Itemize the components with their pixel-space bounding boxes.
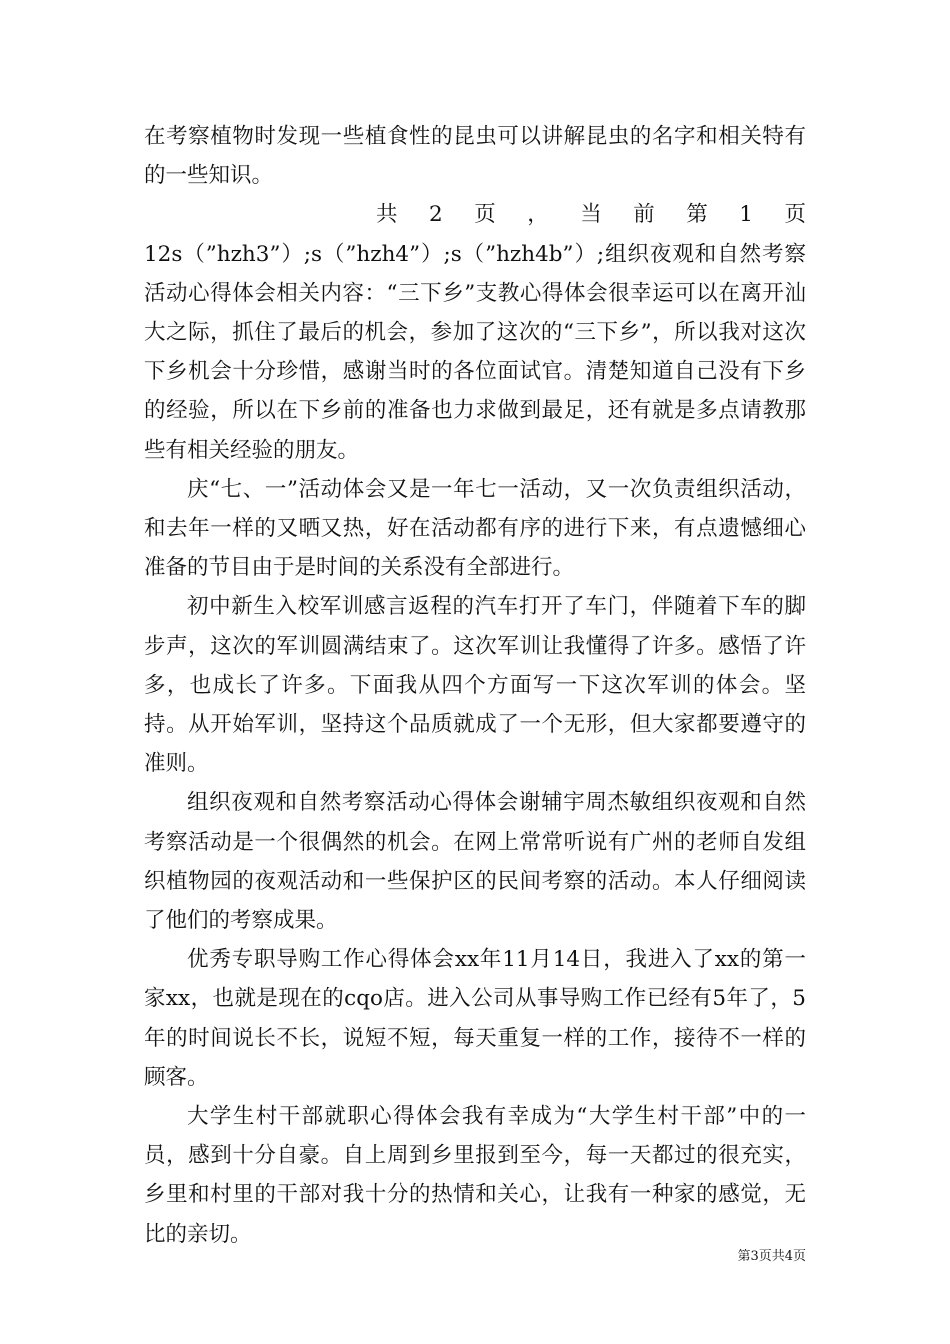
pager-token: 前 [633, 202, 655, 228]
pager-token: 1 [739, 202, 753, 228]
pager-token: 2 [429, 202, 443, 228]
pager-token: 第 [686, 202, 708, 228]
document-body [144, 117, 806, 1254]
pager-token: 共 [376, 202, 398, 228]
paragraph-1: 在考察植物时发现一些植食性的昆虫可以讲解昆虫的名字和相关特有的一些知识。 [144, 124, 806, 189]
pager-token: 当 [580, 202, 602, 228]
paragraph-7: 大学生村干部就职心得体会我有幸成为“大学生村干部”中的一员，感到十分自豪。自上周到乡里报到至今，每一天都过的很充实，乡里和村里的干部对我十分的热情和关心，让我有一种家的感觉，无比的亲切。 [144, 1104, 806, 1247]
pager-token: 页 [784, 202, 806, 228]
paragraph-3: 庆“七、一”活动体会又是一年七一活动，又一次负责组织活动，和去年一样的又晒又热，好在活动都有序的进行下来，有点遗憾细心准备的节目由于是时间的关系没有全部进行。 [144, 476, 806, 581]
paragraph-5: 组织夜观和自然考察活动心得体会谢辅宇周杰敏组织夜观和自然考察活动是一个很偶然的机会。在网上常常听说有广州的老师自发组织植物园的夜观活动和一些保护区的民间考察的活动。本人仔细阅读了他们的考察成果。 [144, 790, 806, 934]
pager-token: 页 [474, 202, 496, 228]
pager-token: ， [527, 202, 549, 228]
inline-pager [144, 195, 806, 234]
page-number-footer: 第3页共4页 [737, 1249, 806, 1264]
paragraph-4: 初中新生入校军训感言返程的汽车打开了车门，伴随着下车的脚步声，这次的军训圆满结束了。这次军训让我懂得了许多。感悟了许多，也成长了许多。下面我从四个方面写一下这次军训的体会。坚持。从开始军训，坚持这个品质就成了一个无形，但大家都要遵守的准则。 [144, 594, 806, 777]
paragraph-6: 优秀专职导购工作心得体会xx年11月14日，我进入了xx的第一家xx，也就是现在的cqo店。进入公司从事导购工作已经有5年了，5年的时间说长不长，说短不短，每天重复一样的工作，接待不一样的顾客。 [144, 947, 806, 1090]
paragraph-2: 12s（”hzh3”）;s（”hzh4”）;s（”hzh4b”）;组织夜观和自然考察活动心得体会相关内容：“三下乡”支教心得体会很幸运可以在离开汕大之际，抓住了最后的机会，参加了这次的“三下乡”，所以我对这次下乡机会十分珍惜，感谢当时的各位面试官。清楚知道自己没有下乡的经验，所以在下乡前的准备也力求做到最足，还有就是多点请教那些有相关经验的朋友。 [144, 241, 806, 463]
